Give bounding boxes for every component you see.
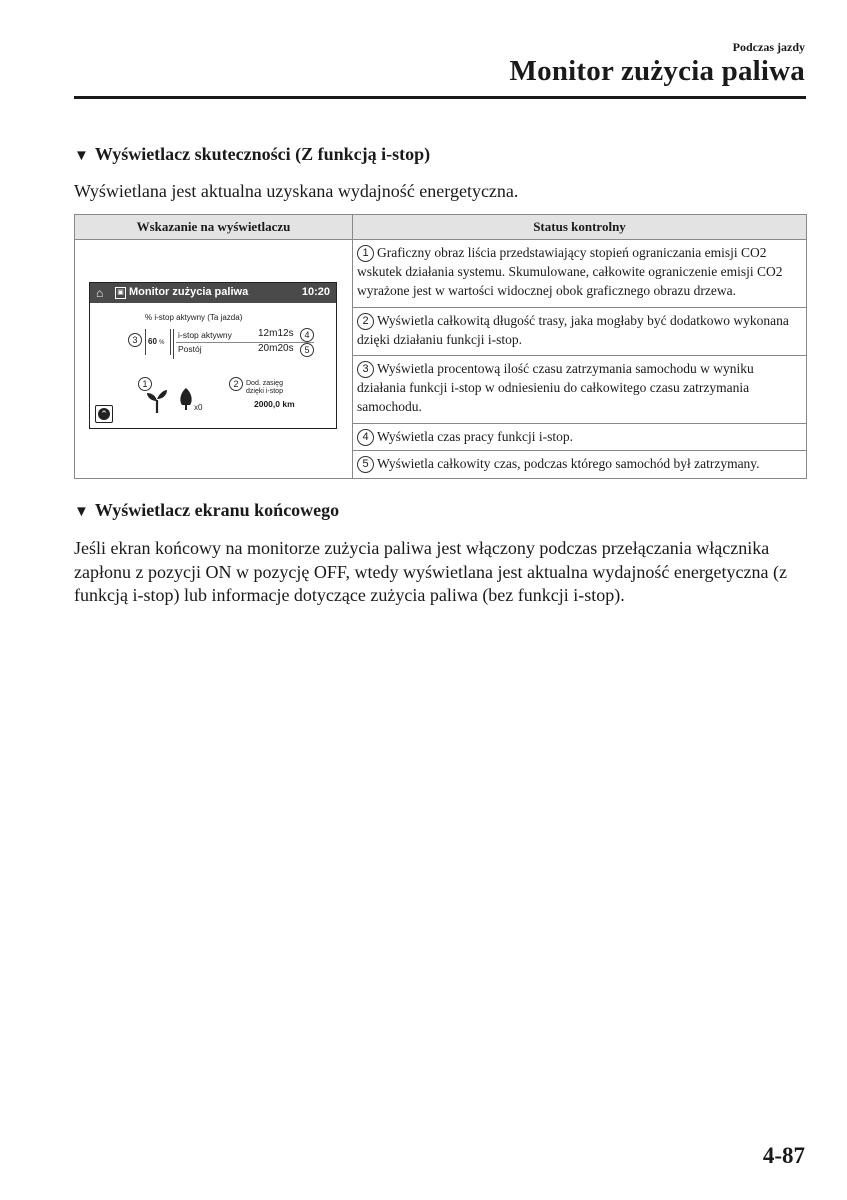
bonus-range-value: 2000,0 km xyxy=(254,399,295,409)
end-screen-paragraph: Jeśli ekran końcowy na monitorze zużycia paliwa jest włączony podczas przełączania włącznika zapłonu z pozycji ON w pozycję OFF, wtedy wyświetlana jest aktualna wydajność energetyczna (z funkcją i-stop) lub informacje dotyczące zużycia paliwa (bez funkcji i-stop). xyxy=(74,538,787,605)
section-heading-text: Wyświetlacz skuteczności (Z funkcją i-stop) xyxy=(94,144,431,164)
callout-4: 4 xyxy=(300,328,314,342)
status-table xyxy=(74,214,807,479)
callout-5: 5 xyxy=(300,343,314,357)
istop-caption: % i-stop aktywny (Ta jazda) xyxy=(145,313,243,322)
chevron-up-icon: ⌃ xyxy=(98,408,110,420)
callout-number: 2 xyxy=(357,313,374,330)
callout-3: 3 xyxy=(128,333,142,347)
bonus-range-line1: Dod. zasięg xyxy=(246,380,283,387)
running-header-section: Podczas jazdy xyxy=(732,40,805,54)
home-icon: ⌂ xyxy=(96,286,104,300)
tree-icon xyxy=(178,387,194,413)
status-cell-5 xyxy=(353,451,807,479)
triangle-marker-icon: ▼ xyxy=(74,504,89,520)
section-heading-end-screen xyxy=(74,500,339,521)
istop-active-value: 12m12s xyxy=(258,328,294,339)
stop-time-label: Postój xyxy=(178,344,202,354)
status-cell-4 xyxy=(353,423,807,451)
status-text: Wyświetla procentową ilość czasu zatrzymania samochodu w wyniku działania funkcji i-stop w odniesieniu do całkowitego czasu zatrzymania samochodu. xyxy=(357,360,754,414)
leaf-sprout-icon xyxy=(146,388,168,414)
table-header-display: Wskazanie na wyświetlaczu xyxy=(75,215,353,240)
section-heading-text: Wyświetlacz ekranu końcowego xyxy=(94,500,340,520)
status-text: Wyświetla całkowitą długość trasy, jaka mogłaby być dodatkowo wykonana dzięki działaniu funkcji i-stop. xyxy=(357,312,789,347)
status-text: Graficzny obraz liścia przedstawiający stopień ograniczania emisji CO2 wskutek działania systemu. Skumulowane, całkowite ograniczenie emisji CO2 wyrażone jest w wartości widocznej obok graficznego obrazu drzewa. xyxy=(357,245,783,298)
status-cell-3 xyxy=(353,355,807,423)
status-text: Wyświetla całkowity czas, podczas którego samochód był zatrzymany. xyxy=(377,456,760,472)
display-illustration-cell xyxy=(75,240,353,479)
section-heading-performance xyxy=(74,144,430,165)
status-cell-2 xyxy=(353,307,807,355)
callout-number: 3 xyxy=(357,361,374,378)
screen-clock: 10:20 xyxy=(301,286,330,298)
table-header-row xyxy=(75,215,807,240)
screen-title-bar xyxy=(90,283,336,303)
callout-number: 4 xyxy=(357,429,374,446)
istop-active-label: i-stop aktywny xyxy=(178,330,232,340)
table-header-status: Status kontrolny xyxy=(353,215,807,240)
status-cell-1 xyxy=(353,240,807,308)
stop-time-value: 20m20s xyxy=(258,343,294,354)
tree-count: x0 xyxy=(194,403,203,412)
bonus-range-line2: dzięki i-stop xyxy=(246,388,283,395)
istop-percent-value: 60 xyxy=(148,337,157,346)
istop-percent-unit: % xyxy=(159,340,165,346)
scroll-up-button[interactable] xyxy=(95,405,113,423)
istop-percent xyxy=(148,337,164,346)
fuel-monitor-screen xyxy=(89,282,337,429)
screen-title: Monitor zużycia paliwa xyxy=(129,286,249,298)
monitor-icon: ▣ xyxy=(115,287,126,299)
page-title: Monitor zużycia paliwa xyxy=(509,55,805,87)
triangle-marker-icon: ▼ xyxy=(74,148,89,164)
bonus-range-label xyxy=(246,380,283,396)
section-intro: Wyświetlana jest aktualna uzyskana wydajność energetyczna. xyxy=(74,181,519,201)
callout-1: 1 xyxy=(138,377,152,391)
status-text: Wyświetla czas pracy funkcji i-stop. xyxy=(377,428,573,444)
header-rule xyxy=(74,96,806,99)
callout-number: 5 xyxy=(357,456,374,473)
callout-number: 1 xyxy=(357,245,374,262)
table-row xyxy=(75,240,807,308)
callout-2: 2 xyxy=(229,377,243,391)
gauge-divider xyxy=(173,329,174,359)
page-number: 4-87 xyxy=(762,1143,805,1168)
